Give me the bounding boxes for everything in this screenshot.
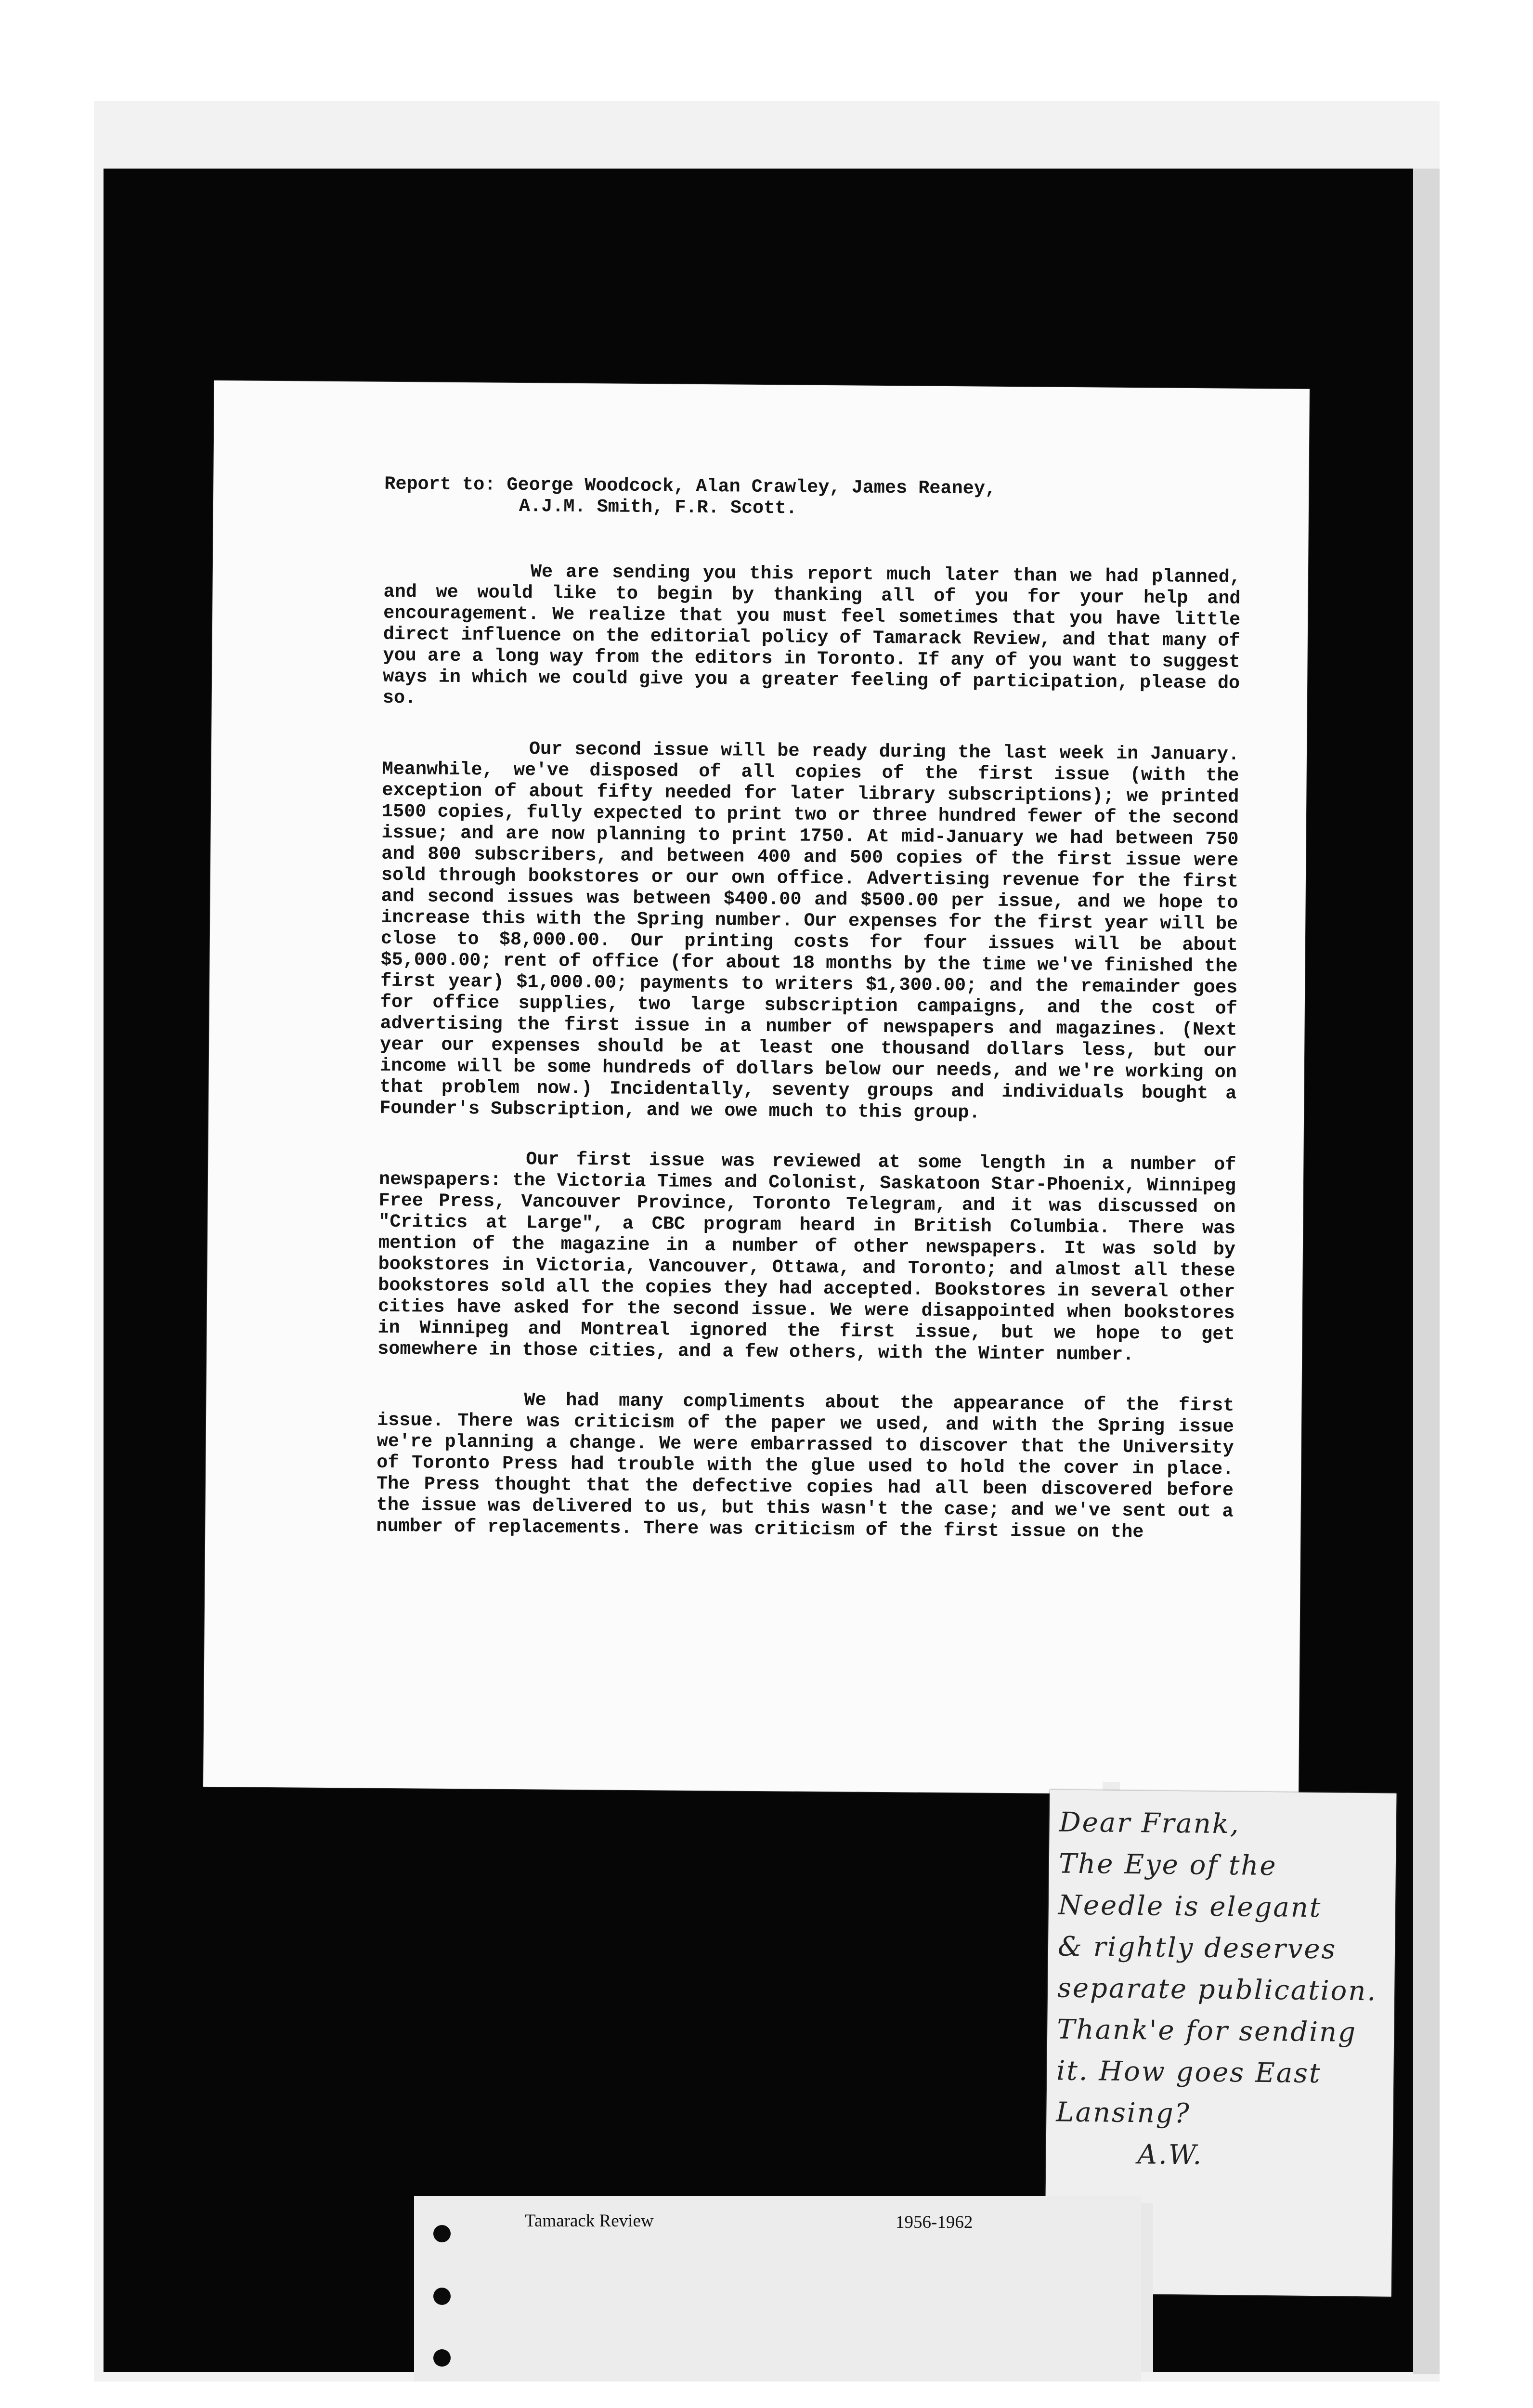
note-line: Lansing?: [1056, 2096, 1191, 2130]
faint-marking: [907, 424, 1109, 445]
note-line: Thank'e for sending: [1056, 2014, 1357, 2048]
recipients-block: [384, 473, 1242, 523]
note-line: Dear Frank,: [1059, 1806, 1240, 1840]
label-years: 1956-1962: [896, 2212, 973, 2232]
paragraph-finances: Our second issue will be ready during the last week in January. Meanwhile, we've disposed of all copies of the first issue (with the exception of about fifty needed for later library subscriptions); we printed 1500 copies, fully expected to print two or three hundred fewer of the second issue; and are now planning to print 1750. At mid-January we had between 750 and 800 subscribers, and between 400 and 500 copies of the first issue were sold through bookstores or our own office. Advertising revenue for the first and second issues was between $400.00 and $500.00 per issue, and we hope to increase this with the Spring number. Our expenses for the first year will be close to $8,000.00. Our printing costs for four issues will be about $5,000.00; rent of office (for about 18 months by the time we've finished the first year) $1,000.00; payments to writers $1,300.00; and the remainder goes for office supplies, two large subscription campaigns, and the cost of advertising the first issue in a number of newspapers and magazines. (Next year our expenses should be at least one thousand dollars less, but our income will be some hundreds of dollars below our needs, and we're working on that problem now.) Incidentally, seventy groups and individuals bought a Founder's Subscription, and we owe much to this group.: [379, 738, 1240, 1124]
paragraph-appearance: We had many compliments about the appearance of the first issue. There was criticism of the paper we used, and with the Spring issue we're planning a change. We were embarrassed to discover that the University of Toronto Press had trouble with the glue used to hold the cover in place. The Press thought that the defective copies had all been discovered before the issue was delivered to us, but this wasn't the case; and we've sent out a number of replacements. There was criticism of the first issue on the: [376, 1389, 1234, 1543]
note-line: it. How goes East: [1056, 2055, 1322, 2090]
note-signature: A.W.: [1137, 2139, 1203, 2171]
handwritten-note: [1055, 1802, 1391, 2178]
paragraph-reviews: Our first issue was reviewed at some length in a number of newspapers: the Victoria Times and Colonist, Saskatoon Star-Phoenix, Winnipeg Free Press, Vancouver Province, Toronto Telegram, and it was discussed on "Critics at Large", a CBC program heard in British Columbia. There was mention of the magazine in a number of other newspapers. It was sold by bookstores in Victoria, Vancouver, Ottawa, and Toronto; and almost all these bookstores sold all the copies they had accepted. Bookstores in several other cities have asked for the second issue. We were disappointed when bookstores in Winnipeg and Montreal ignored the first issue, but we hope to get somewhere in those cities, and a few others, with the Winter number.: [377, 1149, 1236, 1366]
archive-label-strip: [414, 2196, 1141, 2382]
note-line: The Eye of the: [1058, 1848, 1277, 1882]
label-strip-edge: [1141, 2203, 1153, 2372]
label-title: Tamarack Review: [525, 2211, 654, 2231]
paragraph-introduction: We are sending you this report much later than we had planned, and we would like to begin by thanking all of you for your help and encouragement. We realize that you must feel sometimes that you have little direct influence on the editorial policy of Tamarack Review, and that many of you are a long way from the editors in Toronto. If any of you want to suggest ways in which we could give you a greater feeling of participation, please do so.: [382, 561, 1241, 709]
microfilm-edge: [1413, 169, 1440, 2374]
recipients-line-2: A.J.M. Smith, F.R. Scott.: [519, 495, 797, 519]
punch-hole-icon: [433, 2349, 451, 2367]
typed-letter-page: [203, 380, 1310, 1795]
punch-hole-icon: [433, 2225, 451, 2242]
recipients-line-1: Report to: George Woodcock, Alan Crawley, James Reaney,: [384, 473, 997, 499]
note-line: Needle is elegant: [1058, 1889, 1322, 1924]
letter-body: [376, 473, 1242, 1572]
punch-hole-icon: [433, 2288, 451, 2305]
note-line: separate publication.: [1057, 1972, 1377, 2007]
note-line: & rightly deserves: [1057, 1931, 1337, 1965]
